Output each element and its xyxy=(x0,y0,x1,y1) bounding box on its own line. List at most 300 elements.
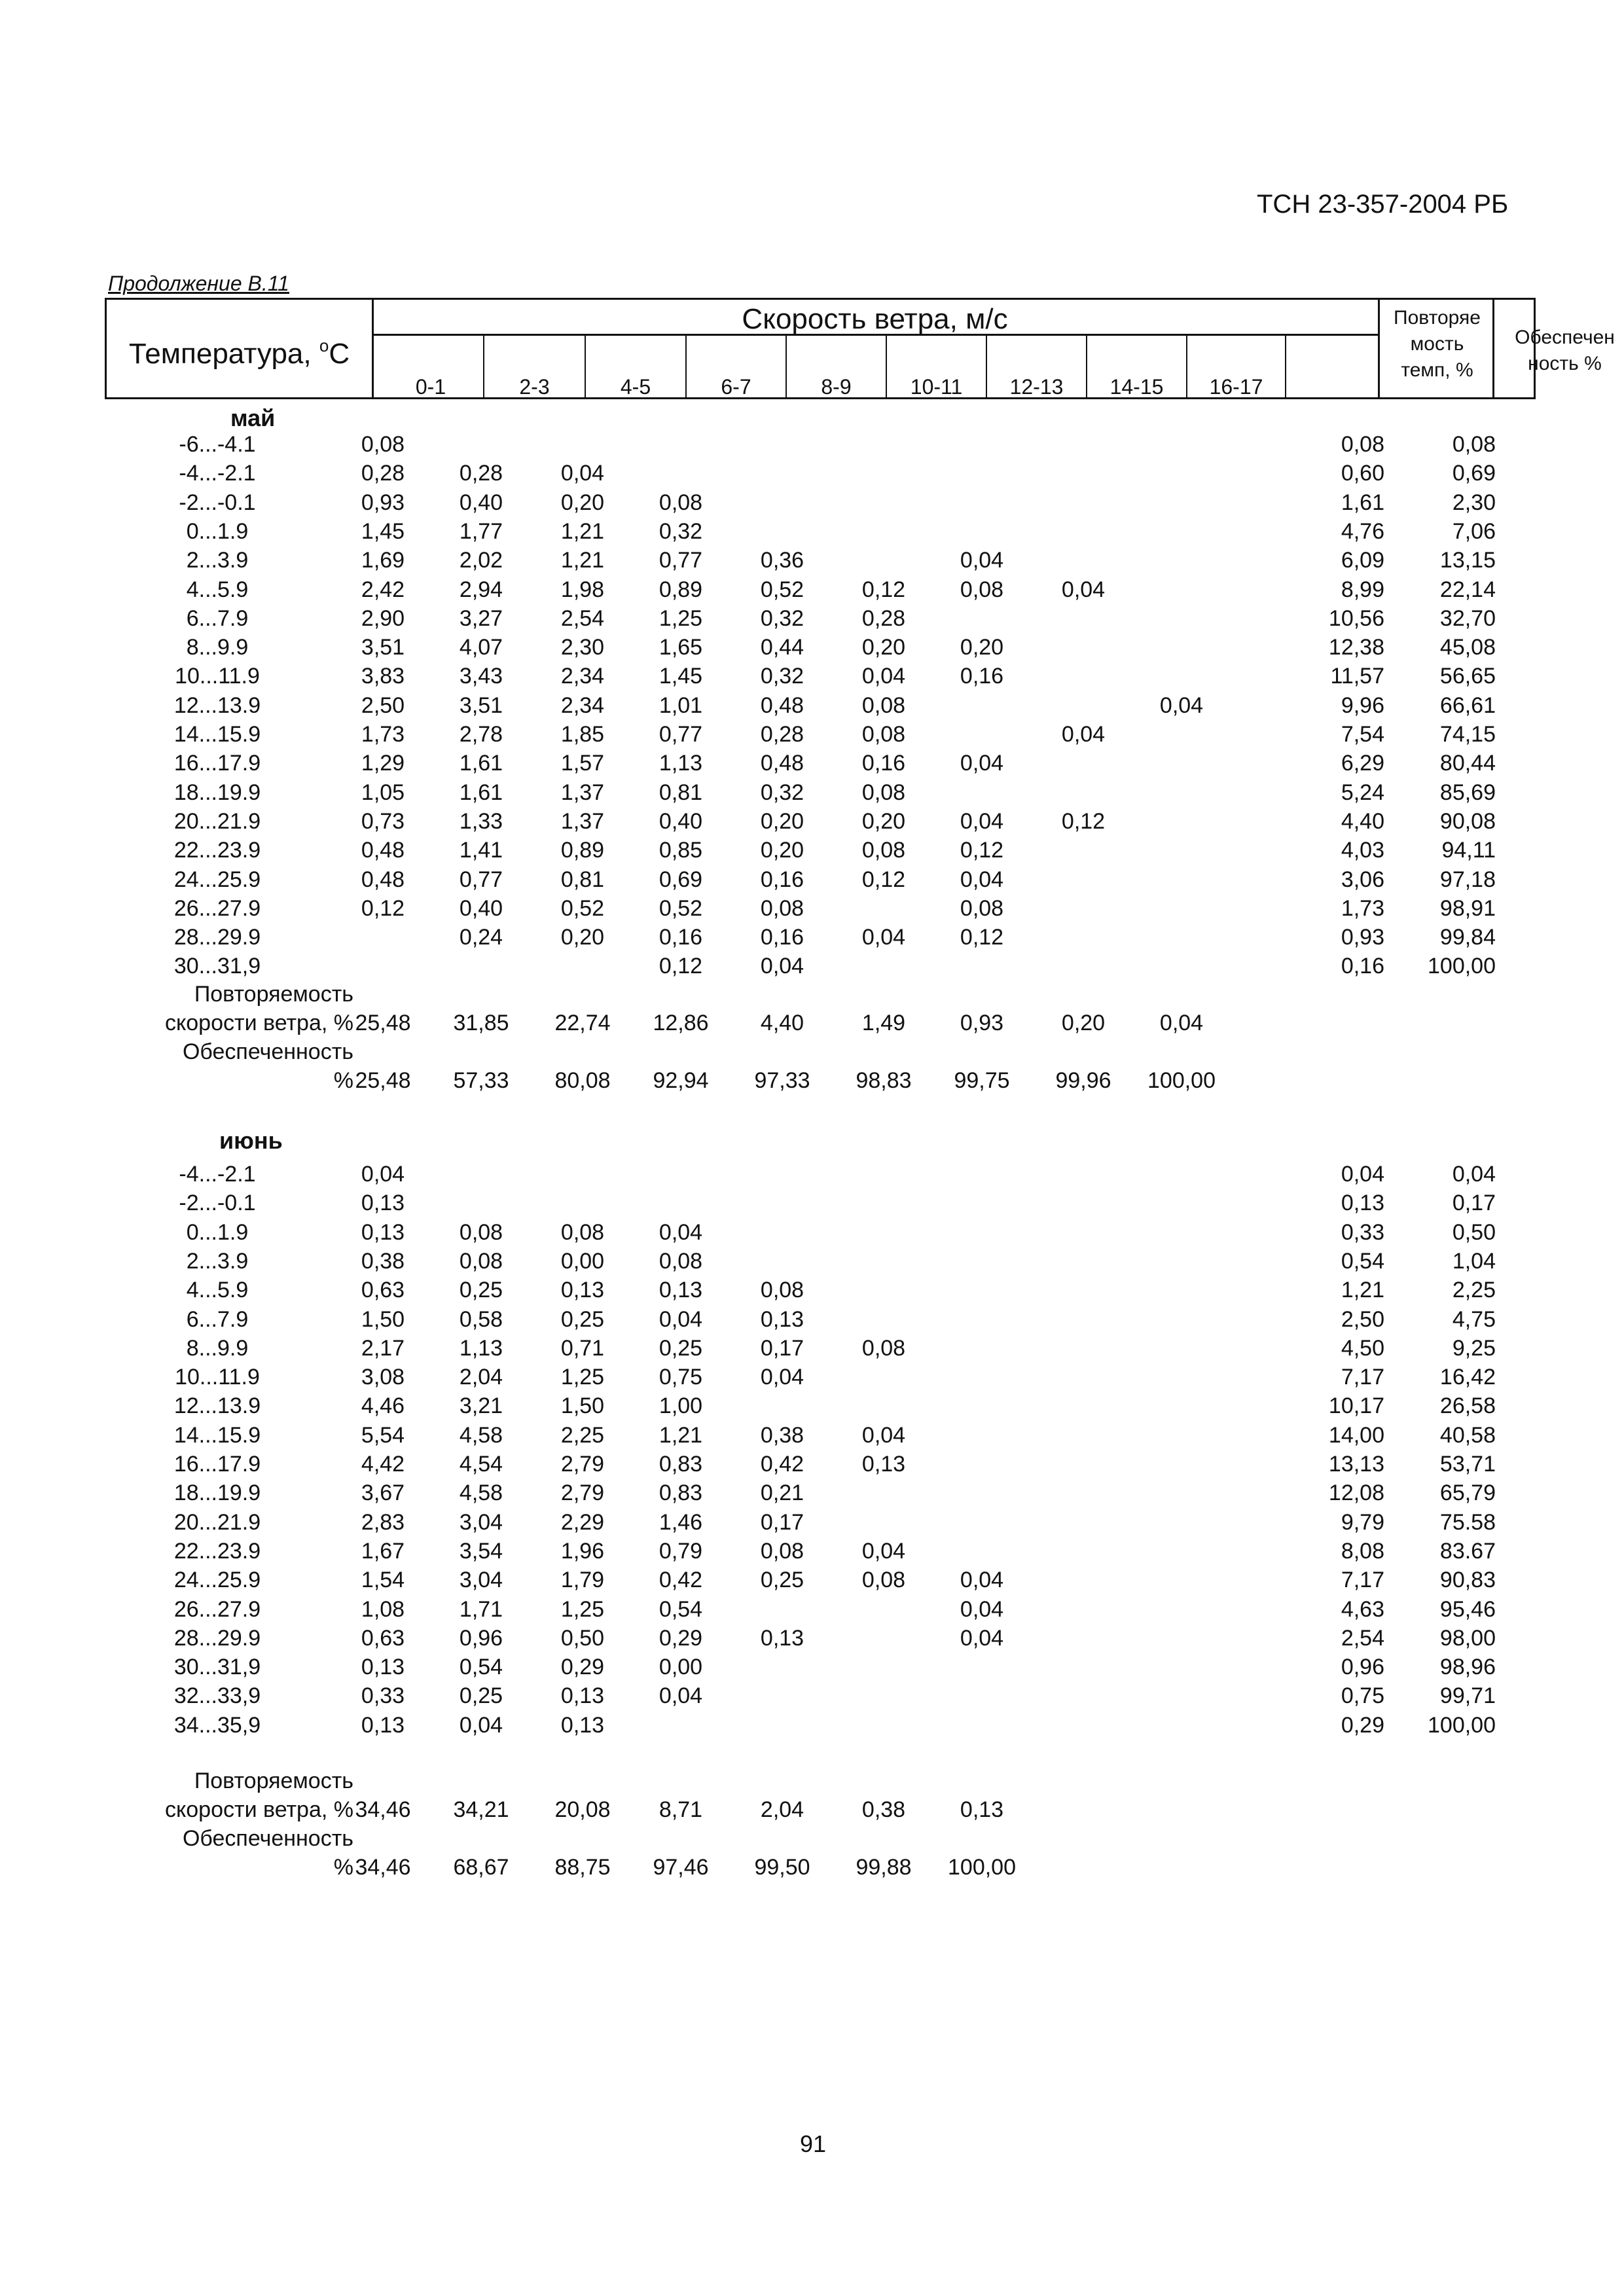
cell-value: 0,04 xyxy=(861,1422,906,1448)
temperature-supply: 80,44 xyxy=(1439,751,1496,776)
cell-value: 0,28 xyxy=(361,461,405,486)
cell-value: 1,50 xyxy=(361,1306,405,1332)
table-row xyxy=(0,780,1624,809)
cell-value: 0,04 xyxy=(659,1683,703,1709)
cell-value: 0,25 xyxy=(760,1568,804,1593)
temperature-repeatability: 2,54 xyxy=(1341,1625,1384,1651)
table-row xyxy=(0,1510,1624,1539)
cell-value: 0,04 xyxy=(960,548,1004,573)
cell-value: 2,25 xyxy=(560,1422,605,1448)
table-row xyxy=(0,925,1624,954)
cell-value: 2,29 xyxy=(560,1509,605,1535)
cell-value: 0,12 xyxy=(960,925,1004,950)
table-row xyxy=(0,1452,1624,1480)
cell-value: 1,61 xyxy=(459,780,503,805)
cell-value: 0,81 xyxy=(560,867,605,892)
cell-value: 0,04 xyxy=(960,1596,1004,1622)
cell-value: 0,20 xyxy=(760,838,804,863)
wind-repeat-value: 0,93 xyxy=(960,1011,1004,1035)
cell-value: 2,83 xyxy=(361,1509,405,1535)
cell-value: 0,08 xyxy=(459,1219,503,1245)
temperature-supply: 26,58 xyxy=(1439,1393,1496,1419)
table-row xyxy=(0,1683,1624,1712)
temperature-supply: 0,69 xyxy=(1452,461,1496,486)
temperature-range: 30...31,9 xyxy=(173,954,261,979)
cell-value: 0,04 xyxy=(960,751,1004,776)
wind-repeat-value: 34,21 xyxy=(453,1797,509,1822)
cell-value: 0,40 xyxy=(659,808,703,834)
table-row xyxy=(0,461,1624,490)
cell-value: 0,63 xyxy=(361,1625,405,1651)
cell-value: 4,42 xyxy=(361,1452,405,1477)
wind-supply-value: 97,33 xyxy=(754,1068,810,1093)
temperature-supply: 2,30 xyxy=(1452,490,1496,515)
table-row xyxy=(0,1278,1624,1306)
cell-value: 0,36 xyxy=(760,548,804,573)
temperature-supply: 94,11 xyxy=(1441,838,1496,863)
cell-value: 0,48 xyxy=(760,692,804,718)
header-wind-speed: Скорость ветра, м/с xyxy=(742,303,1008,335)
wind-repeat-value: 0,13 xyxy=(960,1797,1004,1822)
temperature-repeatability: 0,33 xyxy=(1341,1219,1384,1245)
temperature-repeatability: 5,24 xyxy=(1341,780,1384,805)
temperature-repeatability: 8,08 xyxy=(1341,1538,1384,1564)
temperature-supply: 13,15 xyxy=(1439,548,1496,573)
temperature-supply: 95,46 xyxy=(1439,1596,1496,1622)
cell-value: 2,79 xyxy=(560,1480,605,1506)
cell-value: 3,51 xyxy=(361,635,405,660)
temperature-repeatability: 0,75 xyxy=(1341,1683,1384,1709)
temperature-range: 24...25.9 xyxy=(173,1568,261,1593)
cell-value: 1,65 xyxy=(659,635,703,660)
cell-value: 0,20 xyxy=(560,925,605,950)
cell-value: 0,42 xyxy=(760,1452,804,1477)
may-section-title: май xyxy=(230,404,276,431)
temperature-supply: 100,00 xyxy=(1428,1712,1496,1738)
cell-value: 1,25 xyxy=(560,1596,605,1622)
header-col-10-11: 10-11 xyxy=(910,375,963,399)
temperature-repeatability: 1,61 xyxy=(1341,490,1384,515)
temperature-repeatability: 1,73 xyxy=(1341,895,1384,921)
document-code: ТСН 23-357-2004 РБ xyxy=(1257,190,1509,219)
temperature-supply: 0,17 xyxy=(1452,1191,1496,1216)
cell-value: 0,08 xyxy=(960,577,1004,602)
wind-supply-value: 100,00 xyxy=(1147,1068,1216,1093)
temperature-supply: 7,06 xyxy=(1452,518,1496,544)
cell-value: 0,13 xyxy=(760,1625,804,1651)
temperature-supply: 22,14 xyxy=(1439,577,1496,602)
cell-value: 0,04 xyxy=(960,1568,1004,1593)
table-row xyxy=(0,1626,1624,1655)
temperature-repeatability: 1,21 xyxy=(1341,1278,1384,1303)
cell-value: 2,02 xyxy=(459,548,503,573)
wind-repeat-value: 20,08 xyxy=(554,1797,611,1822)
cell-value: 0,12 xyxy=(861,577,906,602)
cell-value: 0,04 xyxy=(1061,577,1106,602)
cell-value: 2,50 xyxy=(361,692,405,718)
temperature-repeatability: 0,13 xyxy=(1341,1191,1384,1216)
cell-value: 1,25 xyxy=(659,605,703,631)
cell-value: 5,54 xyxy=(361,1422,405,1448)
cell-value: 0,12 xyxy=(1061,808,1106,834)
table-row xyxy=(0,432,1624,461)
temperature-range: 26...27.9 xyxy=(173,1596,261,1622)
temperature-repeatability: 0,54 xyxy=(1341,1248,1384,1274)
cell-value: 0,75 xyxy=(659,1365,703,1390)
table-row xyxy=(0,954,1624,982)
temperature-repeatability: 0,16 xyxy=(1341,954,1384,979)
table-row xyxy=(0,751,1624,780)
table-row xyxy=(0,867,1624,896)
temperature-range: 6...7.9 xyxy=(186,605,249,631)
wind-repeat-value: 0,04 xyxy=(1159,1011,1204,1035)
cell-value: 0,13 xyxy=(361,1712,405,1738)
cell-value: 0,08 xyxy=(861,780,906,805)
table-row xyxy=(0,1220,1624,1249)
temperature-supply: 98,00 xyxy=(1439,1625,1496,1651)
cell-value: 0,04 xyxy=(361,1162,405,1187)
temperature-repeatability: 0,96 xyxy=(1341,1655,1384,1680)
wind-repeat-label-1: Повторяемость xyxy=(194,982,353,1007)
cell-value: 0,50 xyxy=(560,1625,605,1651)
wind-repeat-value: 31,85 xyxy=(453,1011,509,1035)
cell-value: 0,54 xyxy=(659,1596,703,1622)
cell-value: 4,58 xyxy=(459,1422,503,1448)
cell-value: 0,20 xyxy=(760,808,804,834)
cell-value: 0,08 xyxy=(861,1335,906,1361)
table-row xyxy=(0,838,1624,867)
table-row xyxy=(0,664,1624,692)
temperature-range: 30...31,9 xyxy=(173,1655,261,1680)
cell-value: 0,83 xyxy=(659,1452,703,1477)
table-row xyxy=(0,490,1624,519)
temperature-range: 18...19.9 xyxy=(173,1480,261,1506)
cell-value: 1,96 xyxy=(560,1538,605,1564)
table-row xyxy=(0,1162,1624,1191)
wind-supply-value: 68,67 xyxy=(453,1855,509,1880)
cell-value: 0,58 xyxy=(459,1306,503,1332)
cell-value: 3,51 xyxy=(459,692,503,718)
header-col-4-5: 4-5 xyxy=(620,375,651,399)
cell-value: 0,04 xyxy=(560,461,605,486)
cell-value: 0,08 xyxy=(760,1538,804,1564)
cell-value: 0,13 xyxy=(560,1278,605,1303)
cell-value: 1,29 xyxy=(361,751,405,776)
cell-value: 0,08 xyxy=(659,1248,703,1274)
table-row xyxy=(0,519,1624,548)
cell-value: 1,21 xyxy=(560,548,605,573)
header-col-6-7: 6-7 xyxy=(721,375,751,399)
temperature-supply: 83.67 xyxy=(1439,1538,1496,1564)
temperature-supply: 74,15 xyxy=(1439,722,1496,747)
cell-value: 0,12 xyxy=(659,954,703,979)
cell-value: 2,34 xyxy=(560,692,605,718)
table-row xyxy=(0,722,1624,751)
temperature-repeatability: 4,40 xyxy=(1341,808,1384,834)
cell-value: 0,32 xyxy=(659,518,703,544)
cell-value: 0,77 xyxy=(459,867,503,892)
temperature-supply: 0,50 xyxy=(1452,1219,1496,1245)
table-header xyxy=(105,298,1615,399)
cell-value: 0,13 xyxy=(361,1191,405,1216)
table-row xyxy=(0,1713,1624,1742)
temperature-range: 20...21.9 xyxy=(173,808,261,834)
cell-value: 0,28 xyxy=(760,722,804,747)
cell-value: 0,71 xyxy=(560,1335,605,1361)
temperature-supply: 65,79 xyxy=(1439,1480,1496,1506)
temperature-range: -6...-4.1 xyxy=(179,432,256,457)
temperature-repeatability: 7,17 xyxy=(1341,1568,1384,1593)
cell-value: 0,08 xyxy=(760,895,804,921)
wind-supply-value: 34,46 xyxy=(355,1855,411,1880)
cell-value: 0,81 xyxy=(659,780,703,805)
temperature-supply: 0,04 xyxy=(1452,1162,1496,1187)
temperature-repeatability: 9,79 xyxy=(1341,1509,1384,1535)
temperature-repeatability: 7,17 xyxy=(1341,1365,1384,1390)
cell-value: 1,37 xyxy=(560,780,605,805)
temperature-range: 34...35,9 xyxy=(173,1712,261,1738)
header-col-0-1: 0-1 xyxy=(415,375,446,399)
cell-value: 0,04 xyxy=(1061,722,1106,747)
cell-value: 0,42 xyxy=(659,1568,703,1593)
cell-value: 0,40 xyxy=(459,895,503,921)
cell-value: 0,85 xyxy=(659,838,703,863)
temperature-range: 6...7.9 xyxy=(186,1306,249,1332)
wind-repeat-value: 34,46 xyxy=(355,1797,411,1822)
cell-value: 0,13 xyxy=(560,1712,605,1738)
table-row xyxy=(0,1539,1624,1568)
temperature-supply: 53,71 xyxy=(1439,1452,1496,1477)
temperature-supply: 9,25 xyxy=(1452,1335,1496,1361)
temperature-range: 16...17.9 xyxy=(173,751,261,776)
temperature-range: 0...1.9 xyxy=(186,518,249,544)
cell-value: 0,08 xyxy=(760,1278,804,1303)
cell-value: 0,32 xyxy=(760,605,804,631)
cell-value: 1,50 xyxy=(560,1393,605,1419)
cell-value: 0,12 xyxy=(960,838,1004,863)
wind-repeat-value: 22,74 xyxy=(554,1011,611,1035)
temperature-repeatability: 6,09 xyxy=(1341,548,1384,573)
cell-value: 1,08 xyxy=(361,1596,405,1622)
wind-repeat-value: 12,86 xyxy=(653,1011,709,1035)
table-row xyxy=(0,1423,1624,1452)
table-row xyxy=(0,809,1624,838)
cell-value: 0,08 xyxy=(861,838,906,863)
temperature-range: 4...5.9 xyxy=(186,577,249,602)
table-caption: Продолжение В.11 xyxy=(108,272,289,295)
cell-value: 0,20 xyxy=(861,635,906,660)
cell-value: 0,08 xyxy=(659,490,703,515)
header-col-8-9: 8-9 xyxy=(821,375,852,399)
temperature-repeatability: 3,06 xyxy=(1341,867,1384,892)
page-number: 91 xyxy=(799,2130,827,2157)
temperature-range: 16...17.9 xyxy=(173,1452,261,1477)
temperature-supply: 45,08 xyxy=(1439,635,1496,660)
table-row xyxy=(0,577,1624,606)
wind-supply-value: 99,96 xyxy=(1055,1068,1111,1093)
wind-repeat-value: 0,38 xyxy=(861,1797,906,1822)
temperature-range: -2...-0.1 xyxy=(179,1191,256,1216)
temperature-range: 0...1.9 xyxy=(186,1219,249,1245)
temperature-repeatability: 10,56 xyxy=(1328,605,1384,631)
table-row xyxy=(0,896,1624,925)
temperature-supply: 98,96 xyxy=(1439,1655,1496,1680)
cell-value: 1,45 xyxy=(361,518,405,544)
cell-value: 0,48 xyxy=(361,867,405,892)
cell-value: 0,32 xyxy=(760,664,804,689)
cell-value: 0,79 xyxy=(659,1538,703,1564)
cell-value: 0,13 xyxy=(361,1219,405,1245)
temperature-supply: 32,70 xyxy=(1439,605,1496,631)
temperature-range: 2...3.9 xyxy=(186,548,249,573)
temperature-supply: 56,65 xyxy=(1439,664,1496,689)
cell-value: 0,16 xyxy=(760,867,804,892)
wind-repeat-label-2: скорости ветра, % xyxy=(165,1011,353,1035)
cell-value: 0,89 xyxy=(560,838,605,863)
cell-value: 0,04 xyxy=(960,867,1004,892)
cell-value: 0,04 xyxy=(760,1365,804,1390)
cell-value: 1,25 xyxy=(560,1365,605,1390)
cell-value: 0,54 xyxy=(459,1655,503,1680)
temperature-repeatability: 12,08 xyxy=(1328,1480,1384,1506)
cell-value: 2,34 xyxy=(560,664,605,689)
cell-value: 0,77 xyxy=(659,548,703,573)
temperature-range: 10...11.9 xyxy=(175,664,260,689)
temperature-supply: 99,71 xyxy=(1439,1683,1496,1709)
temperature-range: 22...23.9 xyxy=(173,1538,261,1564)
cell-value: 0,04 xyxy=(960,808,1004,834)
cell-value: 0,48 xyxy=(760,751,804,776)
cell-value: 1,77 xyxy=(459,518,503,544)
cell-value: 0,04 xyxy=(459,1712,503,1738)
temperature-supply: 85,69 xyxy=(1439,780,1496,805)
temperature-supply: 75.58 xyxy=(1439,1509,1496,1535)
temperature-range: 12...13.9 xyxy=(173,692,261,718)
cell-value: 2,42 xyxy=(361,577,405,602)
cell-value: 0,16 xyxy=(960,664,1004,689)
cell-value: 0,32 xyxy=(760,780,804,805)
temperature-range: 2...3.9 xyxy=(186,1248,249,1274)
cell-value: 0,13 xyxy=(861,1452,906,1477)
cell-value: 3,04 xyxy=(459,1509,503,1535)
table-row xyxy=(0,1365,1624,1393)
cell-value: 0,40 xyxy=(459,490,503,515)
temperature-supply: 99,84 xyxy=(1439,925,1496,950)
cell-value: 1,33 xyxy=(459,808,503,834)
wind-supply-value: 99,75 xyxy=(954,1068,1010,1093)
cell-value: 0,04 xyxy=(960,1625,1004,1651)
cell-value: 0,52 xyxy=(659,895,703,921)
cell-value: 2,79 xyxy=(560,1452,605,1477)
cell-value: 1,00 xyxy=(659,1393,703,1419)
header-col-12-13: 12-13 xyxy=(1009,375,1064,399)
temperature-supply: 40,58 xyxy=(1439,1422,1496,1448)
temperature-repeatability: 14,00 xyxy=(1328,1422,1384,1448)
cell-value: 0,04 xyxy=(659,1306,703,1332)
wind-repeat-value: 0,20 xyxy=(1061,1011,1106,1035)
temperature-supply: 4,75 xyxy=(1452,1306,1496,1332)
cell-value: 1,45 xyxy=(659,664,703,689)
temperature-range: 12...13.9 xyxy=(173,1393,261,1419)
cell-value: 0,73 xyxy=(361,808,405,834)
temperature-range: -4...-2.1 xyxy=(179,461,256,486)
temperature-repeatability: 4,76 xyxy=(1341,518,1384,544)
cell-value: 0,83 xyxy=(659,1480,703,1506)
table-row xyxy=(0,1307,1624,1336)
cell-value: 2,90 xyxy=(361,605,405,631)
cell-value: 1,57 xyxy=(560,751,605,776)
cell-value: 2,78 xyxy=(459,722,503,747)
cell-value: 1,46 xyxy=(659,1509,703,1535)
cell-value: 0,93 xyxy=(361,490,405,515)
cell-value: 0,20 xyxy=(960,635,1004,660)
temperature-range: 32...33,9 xyxy=(173,1683,261,1709)
cell-value: 3,04 xyxy=(459,1568,503,1593)
wind-supply-value: 100,00 xyxy=(948,1855,1016,1880)
temperature-repeatability: 0,04 xyxy=(1341,1162,1384,1187)
temperature-repeatability: 0,29 xyxy=(1341,1712,1384,1738)
wind-repeat-value: 25,48 xyxy=(355,1011,411,1035)
cell-value: 0,69 xyxy=(659,867,703,892)
wind-repeat-value: 4,40 xyxy=(760,1011,804,1035)
cell-value: 0,38 xyxy=(361,1248,405,1274)
cell-value: 0,24 xyxy=(459,925,503,950)
temperature-range: 8...9.9 xyxy=(186,1335,249,1361)
cell-value: 0,29 xyxy=(659,1625,703,1651)
temperature-range: 10...11.9 xyxy=(175,1365,260,1390)
cell-value: 0,12 xyxy=(361,895,405,921)
wind-supply-value: 80,08 xyxy=(554,1068,611,1093)
cell-value: 2,94 xyxy=(459,577,503,602)
temperature-repeatability: 12,38 xyxy=(1328,635,1384,660)
cell-value: 0,96 xyxy=(459,1625,503,1651)
temperature-supply: 66,61 xyxy=(1439,692,1496,718)
header-col-14-15: 14-15 xyxy=(1110,375,1164,399)
temperature-repeatability: 4,50 xyxy=(1341,1335,1384,1361)
wind-supply-value: 92,94 xyxy=(653,1068,709,1093)
temperature-range: 24...25.9 xyxy=(173,867,261,892)
temperature-repeatability: 8,99 xyxy=(1341,577,1384,602)
cell-value: 0,04 xyxy=(861,664,906,689)
temperature-supply: 1,04 xyxy=(1452,1248,1496,1274)
wind-repeat-value: 8,71 xyxy=(659,1797,703,1822)
temperature-supply: 100,00 xyxy=(1428,954,1496,979)
cell-value: 2,54 xyxy=(560,605,605,631)
temperature-supply: 2,25 xyxy=(1452,1278,1496,1303)
cell-value: 1,37 xyxy=(560,808,605,834)
cell-value: 2,30 xyxy=(560,635,605,660)
cell-value: 0,25 xyxy=(459,1278,503,1303)
temperature-range: 28...29.9 xyxy=(173,925,261,950)
table-row xyxy=(0,1191,1624,1219)
temperature-supply: 98,91 xyxy=(1439,895,1496,921)
cell-value: 1,69 xyxy=(361,548,405,573)
header-col-2-3: 2-3 xyxy=(519,375,550,399)
temperature-repeatability: 4,63 xyxy=(1341,1596,1384,1622)
temperature-repeatability: 11,57 xyxy=(1330,664,1384,689)
table-row xyxy=(0,1336,1624,1365)
cell-value: 0,21 xyxy=(760,1480,804,1506)
cell-value: 0,08 xyxy=(861,722,906,747)
temperature-repeatability: 4,03 xyxy=(1341,838,1384,863)
wind-repeat-label-1: Повторяемость xyxy=(194,1768,353,1793)
table-row xyxy=(0,548,1624,577)
cell-value: 0,17 xyxy=(760,1509,804,1535)
cell-value: 0,04 xyxy=(760,954,804,979)
cell-value: 3,43 xyxy=(459,664,503,689)
cell-value: 0,08 xyxy=(459,1248,503,1274)
wind-repeat-value: 2,04 xyxy=(760,1797,804,1822)
